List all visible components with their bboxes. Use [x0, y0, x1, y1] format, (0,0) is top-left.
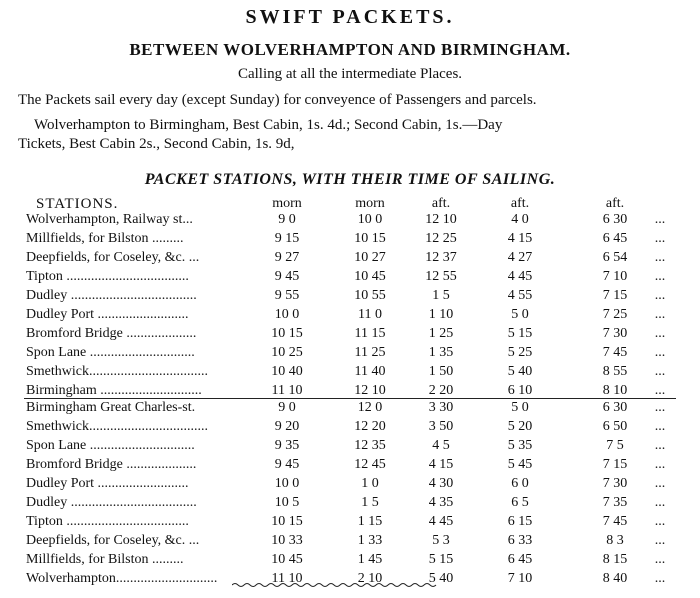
sailing-time: 7 15: [602, 457, 628, 472]
sailing-time: 6 33: [507, 533, 533, 548]
sailing-time: 5 40: [507, 364, 533, 379]
sailing-time: 11 0: [358, 307, 382, 322]
table-row: [0, 419, 700, 438]
sailing-time: 7 10: [507, 571, 533, 586]
sailing-time: 7 30: [602, 326, 628, 341]
table-row: [0, 212, 700, 231]
sailing-time: 8 3: [606, 533, 624, 548]
sailing-time: 5 25: [507, 345, 533, 360]
station-name: Millfields, for Bilston .........: [26, 552, 184, 567]
sailing-time: 10 5: [274, 495, 300, 510]
extra-column-dots: ...: [654, 250, 666, 265]
sailing-time: 12 35: [354, 438, 386, 453]
sailing-time: 8 10: [602, 383, 628, 398]
station-name: Wolverhampton.............................: [26, 571, 218, 586]
sailing-time: 1 10: [428, 307, 454, 322]
table-row: [0, 514, 700, 533]
sailing-time: 10 0: [274, 307, 300, 322]
table-row: [0, 250, 700, 269]
station-name: Wolverhampton, Railway st...: [26, 212, 193, 227]
sailing-time: 10 0: [357, 212, 383, 227]
sailing-time: 1 15: [357, 514, 383, 529]
sailing-time: 12 55: [425, 269, 457, 284]
sail-note: The Packets sail every day (except Sunday) for conveyence of Passengers and parcels.: [18, 92, 537, 108]
extra-column-dots: ...: [654, 307, 666, 322]
sailing-time: 5 0: [511, 400, 529, 415]
sailing-time: 9 35: [274, 438, 300, 453]
sailing-time: 7 15: [602, 288, 628, 303]
station-name: Dudley ....................................: [26, 495, 197, 510]
sailing-time: 1 5: [361, 495, 379, 510]
sailing-time: 12 10: [425, 212, 457, 227]
sailing-time: 4 30: [428, 476, 454, 491]
table-row: [0, 326, 700, 345]
sailing-time: 4 15: [507, 231, 533, 246]
sailing-time: 11 10: [271, 383, 303, 398]
sailing-time: 6 0: [511, 476, 529, 491]
table-row: [0, 533, 700, 552]
sailing-time: 5 35: [507, 438, 533, 453]
sailing-time: 10 0: [274, 476, 300, 491]
station-name: Smethwick..................................: [26, 364, 208, 379]
station-name: Dudley Port ..........................: [26, 307, 189, 322]
fares-line-2: Tickets, Best Cabin 2s., Second Cabin, 1s. 9d,: [18, 136, 295, 152]
sailing-time: 6 10: [507, 383, 533, 398]
sailing-time: 4 55: [507, 288, 533, 303]
sailing-time: 7 5: [606, 438, 624, 453]
sailing-time: 10 15: [354, 231, 386, 246]
header-col-1: morn: [272, 196, 302, 211]
sailing-time: 7 45: [602, 514, 628, 529]
sailing-time: 6 45: [602, 231, 628, 246]
table-row: [0, 288, 700, 307]
extra-column-dots: ...: [654, 495, 666, 510]
sailing-time: 5 3: [432, 533, 450, 548]
sailing-time: 10 45: [354, 269, 386, 284]
sailing-time: 3 50: [428, 419, 454, 434]
sailing-time: 5 15: [428, 552, 454, 567]
sailing-time: 4 45: [507, 269, 533, 284]
extra-column-dots: ...: [654, 288, 666, 303]
extra-column-dots: ...: [654, 419, 666, 434]
extra-column-dots: ...: [654, 571, 666, 586]
sailing-time: 9 45: [274, 457, 300, 472]
extra-column-dots: ...: [654, 514, 666, 529]
sailing-time: 10 33: [271, 533, 303, 548]
station-name: Bromford Bridge ....................: [26, 326, 197, 341]
section-divider: [24, 398, 676, 399]
sailing-time: 10 27: [354, 250, 386, 265]
sailing-time: 8 55: [602, 364, 628, 379]
sailing-time: 5 45: [507, 457, 533, 472]
sailing-time: 1 50: [428, 364, 454, 379]
station-name: Millfields, for Bilston .........: [26, 231, 184, 246]
sailing-time: 4 15: [428, 457, 454, 472]
sailing-time: 1 25: [428, 326, 454, 341]
timetable-title: PACKET STATIONS, WITH THEIR TIME OF SAILING.: [144, 171, 556, 188]
table-row: [0, 495, 700, 514]
sailing-time: 11 10: [271, 571, 303, 586]
station-name: Birmingham .............................: [26, 383, 202, 398]
extra-column-dots: ...: [654, 345, 666, 360]
table-row: [0, 307, 700, 326]
header-col-4: aft.: [510, 196, 530, 211]
sailing-time: 4 45: [428, 514, 454, 529]
sailing-time: 10 40: [271, 364, 303, 379]
sailing-time: 1 5: [432, 288, 450, 303]
table-row: [0, 269, 700, 288]
extra-column-dots: ...: [654, 533, 666, 548]
sailing-time: 12 25: [425, 231, 457, 246]
sailing-time: 6 45: [507, 552, 533, 567]
station-name: Deepfields, for Coseley, &c. ...: [26, 250, 200, 265]
extra-column-dots: ...: [654, 457, 666, 472]
sailing-time: 6 30: [602, 212, 628, 227]
table-row: [0, 457, 700, 476]
sailing-time: 7 25: [602, 307, 628, 322]
extra-column-dots: ...: [654, 231, 666, 246]
decorative-wavy-rule: [232, 582, 438, 588]
header-col-5: aft.: [605, 196, 625, 211]
sailing-time: 12 10: [354, 383, 386, 398]
header-stations: STATIONS.: [36, 196, 119, 212]
sailing-time: 7 45: [602, 345, 628, 360]
sailing-time: 7 30: [602, 476, 628, 491]
sailing-time: 7 10: [602, 269, 628, 284]
sailing-time: 9 20: [274, 419, 300, 434]
table-row: [0, 438, 700, 457]
outbound-rows: [0, 212, 700, 402]
sailing-time: 10 45: [271, 552, 303, 567]
sailing-time: 3 30: [428, 400, 454, 415]
sailing-time: 5 15: [507, 326, 533, 341]
sailing-time: 6 54: [602, 250, 628, 265]
sailing-time: 10 25: [271, 345, 303, 360]
calling-note: Calling at all the intermediate Places.: [237, 66, 463, 82]
sailing-time: 5 40: [428, 571, 454, 586]
sailing-time: 4 0: [511, 212, 529, 227]
header-col-2: morn: [355, 196, 385, 211]
station-name: Dudley ....................................: [26, 288, 197, 303]
table-row: [0, 476, 700, 495]
page-subtitle: BETWEEN WOLVERHAMPTON AND BIRMINGHAM.: [129, 40, 571, 59]
station-name: Deepfields, for Coseley, &c. ...: [26, 533, 200, 548]
station-name: Tipton ...................................: [26, 269, 189, 284]
sailing-time: 9 0: [278, 212, 296, 227]
sailing-time: 9 0: [278, 400, 296, 415]
sailing-time: 6 50: [602, 419, 628, 434]
sailing-time: 12 0: [357, 400, 383, 415]
sailing-time: 1 0: [361, 476, 379, 491]
sailing-time: 2 20: [428, 383, 454, 398]
extra-column-dots: ...: [654, 212, 666, 227]
inbound-rows: [0, 400, 700, 590]
sailing-time: 9 27: [274, 250, 300, 265]
sailing-time: 12 45: [354, 457, 386, 472]
sailing-time: 8 40: [602, 571, 628, 586]
sailing-time: 5 20: [507, 419, 533, 434]
sailing-time: 4 5: [432, 438, 450, 453]
sailing-time: 1 35: [428, 345, 454, 360]
sailing-time: 7 35: [602, 495, 628, 510]
table-row: [0, 364, 700, 383]
sailing-time: 12 20: [354, 419, 386, 434]
station-name: Bromford Bridge ....................: [26, 457, 197, 472]
sailing-time: 12 37: [425, 250, 457, 265]
extra-column-dots: ...: [654, 438, 666, 453]
sailing-time: 1 33: [357, 533, 383, 548]
page-title: SWIFT PACKETS.: [245, 6, 455, 28]
header-col-3: aft.: [431, 196, 451, 211]
sailing-time: 6 15: [507, 514, 533, 529]
sailing-time: 6 30: [602, 400, 628, 415]
extra-column-dots: ...: [654, 383, 666, 398]
sailing-time: 9 45: [274, 269, 300, 284]
table-row: [0, 231, 700, 250]
sailing-time: 1 45: [357, 552, 383, 567]
fares-line-1: Wolverhampton to Birmingham, Best Cabin, 1s. 4d.; Second Cabin, 1s.—Day: [34, 117, 503, 133]
extra-column-dots: ...: [654, 400, 666, 415]
station-name: Smethwick..................................: [26, 419, 208, 434]
table-row: [0, 400, 700, 419]
sailing-time: 10 55: [354, 288, 386, 303]
station-name: Dudley Port ..........................: [26, 476, 189, 491]
extra-column-dots: ...: [654, 364, 666, 379]
extra-column-dots: ...: [654, 269, 666, 284]
sailing-time: 4 35: [428, 495, 454, 510]
station-name: Birmingham Great Charles-st.: [26, 400, 196, 415]
sailing-time: 9 55: [274, 288, 300, 303]
extra-column-dots: ...: [654, 552, 666, 567]
station-name: Spon Lane ..............................: [26, 345, 195, 360]
sailing-time: 6 5: [511, 495, 529, 510]
station-name: Tipton ...................................: [26, 514, 189, 529]
sailing-time: 9 15: [274, 231, 300, 246]
table-row: [0, 552, 700, 571]
extra-column-dots: ...: [654, 476, 666, 491]
sailing-time: 2 10: [357, 571, 383, 586]
table-row: [0, 345, 700, 364]
sailing-time: 8 15: [602, 552, 628, 567]
sailing-time: 10 15: [271, 326, 303, 341]
sailing-time: 11 40: [354, 364, 386, 379]
sailing-time: 10 15: [271, 514, 303, 529]
sailing-time: 11 25: [354, 345, 386, 360]
sailing-time: 5 0: [511, 307, 529, 322]
sailing-time: 4 27: [507, 250, 533, 265]
extra-column-dots: ...: [654, 326, 666, 341]
station-name: Spon Lane ..............................: [26, 438, 195, 453]
sailing-time: 11 15: [354, 326, 386, 341]
